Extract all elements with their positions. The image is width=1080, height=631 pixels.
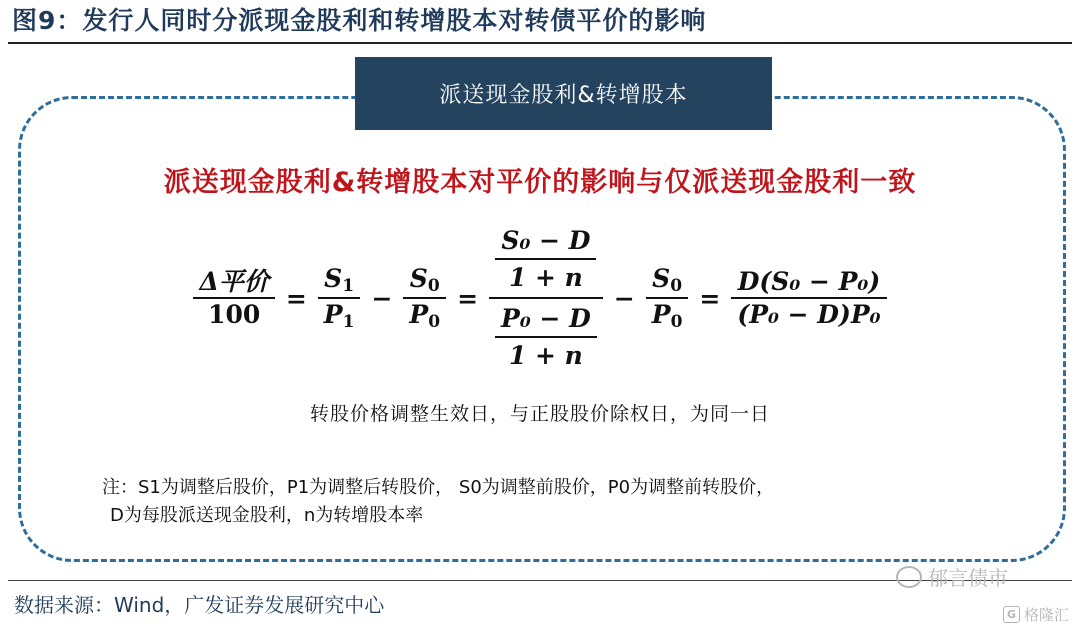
figure-title: 图9：发行人同时分派现金股利和转增股本对转债平价的影响 xyxy=(12,6,707,35)
gelonghui-watermark xyxy=(1003,604,1069,625)
term2-denominator: $P_0$ xyxy=(409,300,441,332)
lhs-denominator: 100 xyxy=(208,300,261,329)
inner-bottom-fraction xyxy=(495,301,597,374)
wechat-icon xyxy=(896,566,922,588)
note-line-1: 注：S1为调整后股价，P1为调整后转股价， S0为调整前股价，P0为调整前转股价， xyxy=(102,477,775,498)
compound-denominator xyxy=(489,299,603,376)
term3-numerator: $S_0$ xyxy=(652,263,683,296)
wechat-account-name: 郁言债市 xyxy=(928,566,1008,590)
term1-denominator: $P_1$ xyxy=(323,300,355,332)
inner-top-denominator: 1 + n xyxy=(508,262,583,292)
compound-numerator xyxy=(489,221,602,298)
equals-sign: = xyxy=(285,283,307,313)
term2-fraction xyxy=(403,263,446,334)
rhs-denominator: (P₀ − D)P₀ xyxy=(737,300,881,329)
wechat-watermark xyxy=(896,562,1008,591)
section-header xyxy=(355,57,772,130)
term1-fraction xyxy=(318,263,361,334)
equals-sign: = xyxy=(699,283,721,313)
inner-bottom-numerator: P₀ − D xyxy=(501,304,591,333)
rhs-numerator: D(S₀ − P₀) xyxy=(737,266,881,296)
lhs-fraction xyxy=(193,266,274,331)
effective-date-note: 转股价格调整生效日，与正股股价除权日，为同一日 xyxy=(309,403,770,425)
term3-fraction xyxy=(646,263,689,334)
inner-top-fraction xyxy=(495,223,596,296)
data-source: 数据来源：Wind，广发证券发展研究中心 xyxy=(14,593,385,617)
inner-bottom-denominator: 1 + n xyxy=(508,341,583,371)
minus-sign: − xyxy=(613,283,635,313)
equals-sign: = xyxy=(457,283,479,313)
gelonghui-name: 格隆汇 xyxy=(1024,606,1070,624)
note-line-2: D为每股派送现金股利，n为转增股本率 xyxy=(110,505,424,526)
parity-formula xyxy=(199,225,881,371)
gelonghui-logo-icon: G xyxy=(1003,606,1020,623)
minus-sign: − xyxy=(371,283,393,313)
variable-notes xyxy=(102,474,774,530)
inner-top-numerator: S₀ − D xyxy=(501,225,591,255)
term2-numerator: $S_0$ xyxy=(409,263,440,296)
term1-numerator: $S_1$ xyxy=(324,263,355,296)
compound-fraction xyxy=(489,221,603,376)
rhs-fraction xyxy=(731,266,886,331)
term3-denominator: $P_0$ xyxy=(651,300,683,332)
lhs-numerator: Δ平价 xyxy=(199,266,269,296)
conclusion-text: 派送现金股利&转增股本对平价的影响与仅派送现金股利一致 xyxy=(163,167,917,198)
section-header-label: 派送现金股利&转增股本 xyxy=(439,83,688,108)
top-divider xyxy=(8,42,1072,44)
